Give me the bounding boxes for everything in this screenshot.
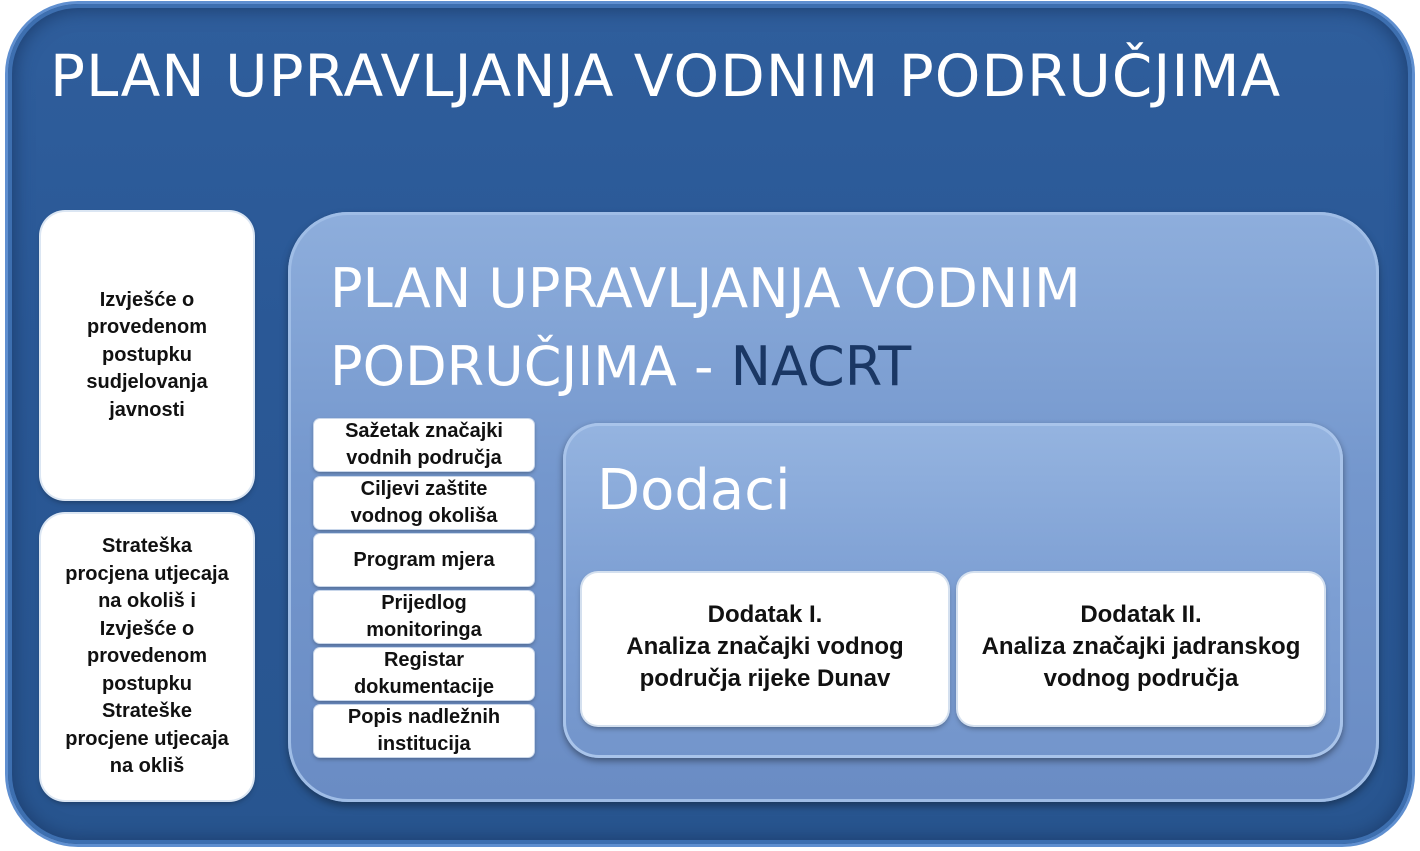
public-participation-report-box[interactable] xyxy=(41,212,253,499)
chapter-monitoring-box[interactable]: Prijedlog monitoringa xyxy=(314,591,534,643)
annexes-title: Dodaci xyxy=(597,458,791,523)
chapter-register-box[interactable]: Registar dokumentacije xyxy=(314,648,534,700)
chapter-summary-box[interactable]: Sažetak značajki vodnih područja xyxy=(314,419,534,471)
chapter-institutions-box[interactable]: Popis nadležnih institucija xyxy=(314,705,534,757)
strategic-assessment-box[interactable] xyxy=(41,514,253,800)
chapter-objectives-box[interactable]: Ciljevi zaštite vodnog okoliša xyxy=(314,477,534,529)
draft-plan-title: PLAN UPRAVLJANJA VODNIM PODRUČJIMA - NACRT xyxy=(330,257,1081,398)
plan-title: PLAN UPRAVLJANJA VODNIM PODRUČJIMA xyxy=(50,42,1282,110)
chapter-measures-box[interactable]: Program mjera xyxy=(314,534,534,586)
annex-danube-box[interactable]: Dodatak I. Analiza značajki vodnog područja rijeke Dunav xyxy=(582,573,948,725)
strategic-assessment-text: Strateška procjena utjecaja na okoliš i Izvješće o provedenom postupku Strateške procjene utjecaja na okliš xyxy=(65,535,229,778)
draft-highlight: NACRT xyxy=(730,335,912,398)
public-participation-report-text: Izvješće o provedenom postupku sudjelovanja javnosti xyxy=(86,288,208,421)
annex-adriatic-box[interactable]: Dodatak II. Analiza značajki jadranskog vodnog područja xyxy=(958,573,1324,725)
